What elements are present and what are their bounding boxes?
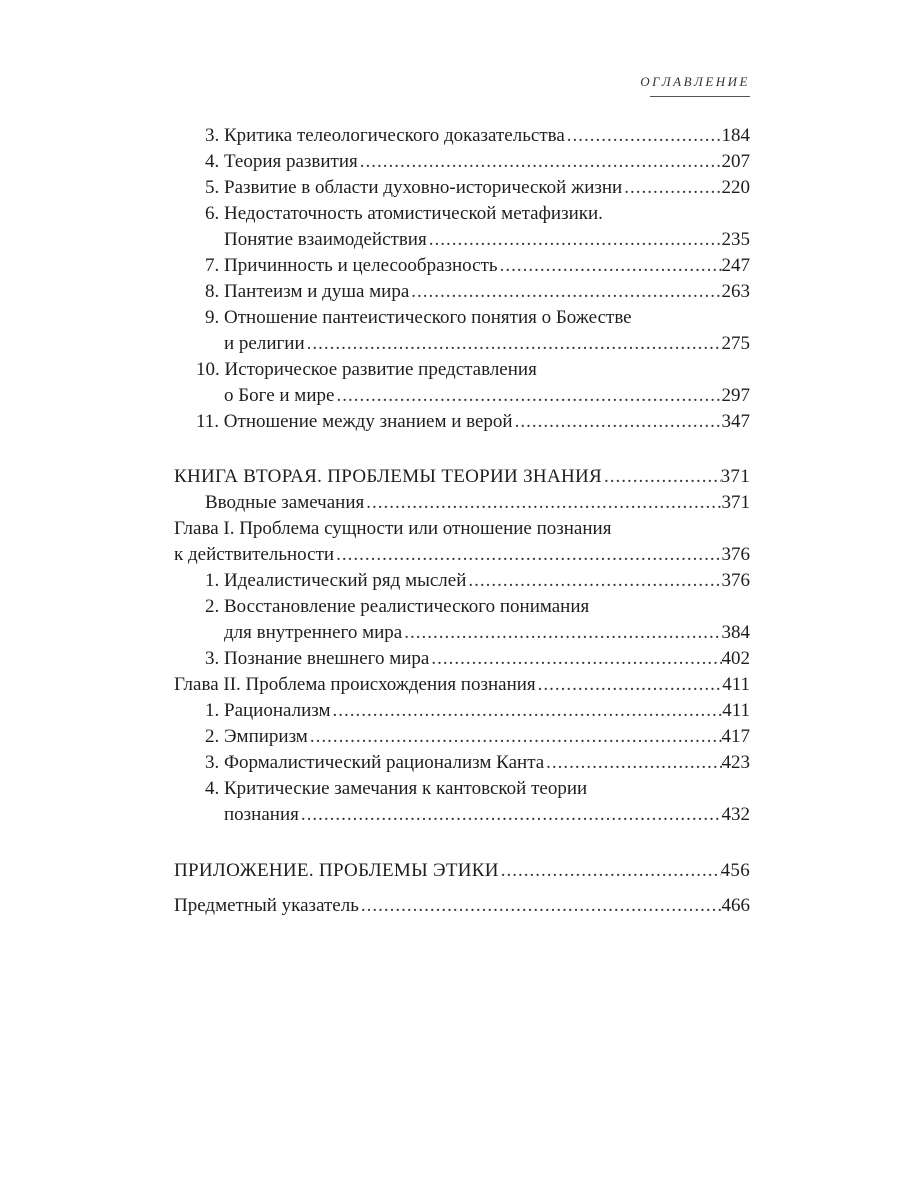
dot-leader — [498, 253, 722, 279]
dot-leader — [364, 490, 721, 516]
page-number: 297 — [721, 385, 750, 406]
page-number: 411 — [722, 674, 750, 695]
toc-entry: к действительности ..... 376 — [0, 542, 900, 568]
page-number: 371 — [720, 466, 750, 487]
dot-leader — [409, 279, 721, 305]
dot-leader — [565, 123, 722, 149]
toc-entry: Глава I. Проблема сущности или отношение познания — [174, 518, 612, 539]
toc-entry: Глава II. Проблема происхождения познания ..... 411 — [0, 672, 900, 698]
toc-entry: 3. Познание внешнего мира ..... 402 — [0, 646, 900, 672]
dot-leader — [402, 620, 721, 646]
running-head: ОГЛАВЛЕНИЕ — [640, 74, 750, 89]
page-number: 417 — [721, 726, 750, 747]
toc-entry: 7. Причинность и целесообразность ..... 247 — [0, 253, 900, 279]
page-number: 220 — [721, 177, 750, 198]
toc-entry: 3. Критика телеологического доказательства ..... 184 — [0, 123, 900, 149]
page-number: 384 — [721, 622, 750, 643]
dot-leader — [334, 542, 721, 568]
page-number: 235 — [721, 229, 750, 250]
toc-entry: для внутреннего мира ..... 384 — [0, 620, 900, 646]
page-number: 275 — [721, 333, 750, 354]
page-number: 184 — [721, 125, 750, 146]
toc-entry: 6. Недостаточность атомистической метафизики. — [205, 203, 603, 224]
toc-entry: 8. Пантеизм и душа мира ..... 263 — [0, 279, 900, 305]
toc-entry: 3. Формалистический рационализм Канта ..... 423 — [0, 750, 900, 776]
toc-entry: Предметный указатель ..... 466 — [0, 893, 900, 919]
toc-entry: 10. Историческое развитие представления — [196, 359, 537, 380]
dot-leader — [513, 409, 722, 435]
toc-entry: 1. Рационализм ..... 411 — [0, 698, 900, 724]
dot-leader — [536, 672, 723, 698]
header-rule — [650, 96, 750, 97]
toc-entry: 4. Критические замечания к кантовской теории — [205, 778, 588, 799]
page-number: 376 — [721, 544, 750, 565]
toc-entry: 2. Эмпиризм ..... 417 — [0, 724, 900, 750]
dot-leader — [331, 698, 723, 724]
page-number: 411 — [722, 700, 750, 721]
dot-leader — [499, 858, 721, 884]
toc-entry: КНИГА ВТОРАЯ. ПРОБЛЕМЫ ТЕОРИИ ЗНАНИЯ ..... 371 — [0, 464, 900, 490]
page-number: 423 — [721, 752, 750, 773]
toc-entry: 11. Отношение между знанием и верой ..... 347 — [0, 409, 900, 435]
page-number: 402 — [721, 648, 750, 669]
dot-leader — [358, 149, 722, 175]
toc-entry: 5. Развитие в области духовно-исторической жизни ..... 220 — [0, 175, 900, 201]
toc-entry: 2. Восстановление реалистического понимания — [205, 596, 590, 617]
page-number: 466 — [721, 895, 750, 916]
toc-entry: 9. Отношение пантеистического понятия о Божестве — [205, 307, 632, 328]
toc-entry: 1. Идеалистический ряд мыслей ..... 376 — [0, 568, 900, 594]
toc-entry: ПРИЛОЖЕНИЕ. ПРОБЛЕМЫ ЭТИКИ ..... 456 — [0, 858, 900, 884]
page-number: 371 — [721, 492, 750, 513]
page-number: 376 — [721, 570, 750, 591]
page-number: 207 — [721, 151, 750, 172]
page-number: 432 — [721, 804, 750, 825]
dot-leader — [299, 802, 722, 828]
page-number: 263 — [721, 281, 750, 302]
dot-leader — [602, 464, 721, 490]
toc-entry: Вводные замечания ..... 371 — [0, 490, 900, 516]
dot-leader — [308, 724, 722, 750]
dot-leader — [466, 568, 721, 594]
page-number: 456 — [720, 860, 750, 881]
dot-leader — [359, 893, 722, 919]
dot-leader — [305, 331, 722, 357]
dot-leader — [334, 383, 721, 409]
dot-leader — [544, 750, 721, 776]
toc-entry: Понятие взаимодействия ..... 235 — [0, 227, 900, 253]
dot-leader — [429, 646, 721, 672]
toc-entry: 4. Теория развития ..... 207 — [0, 149, 900, 175]
dot-leader — [427, 227, 722, 253]
page-number: 247 — [721, 255, 750, 276]
toc-entry: о Боге и мире ..... 297 — [0, 383, 900, 409]
dot-leader — [622, 175, 721, 201]
toc-entry: познания ..... 432 — [0, 802, 900, 828]
toc-entry: и религии ..... 275 — [0, 331, 900, 357]
page-number: 347 — [721, 411, 750, 432]
